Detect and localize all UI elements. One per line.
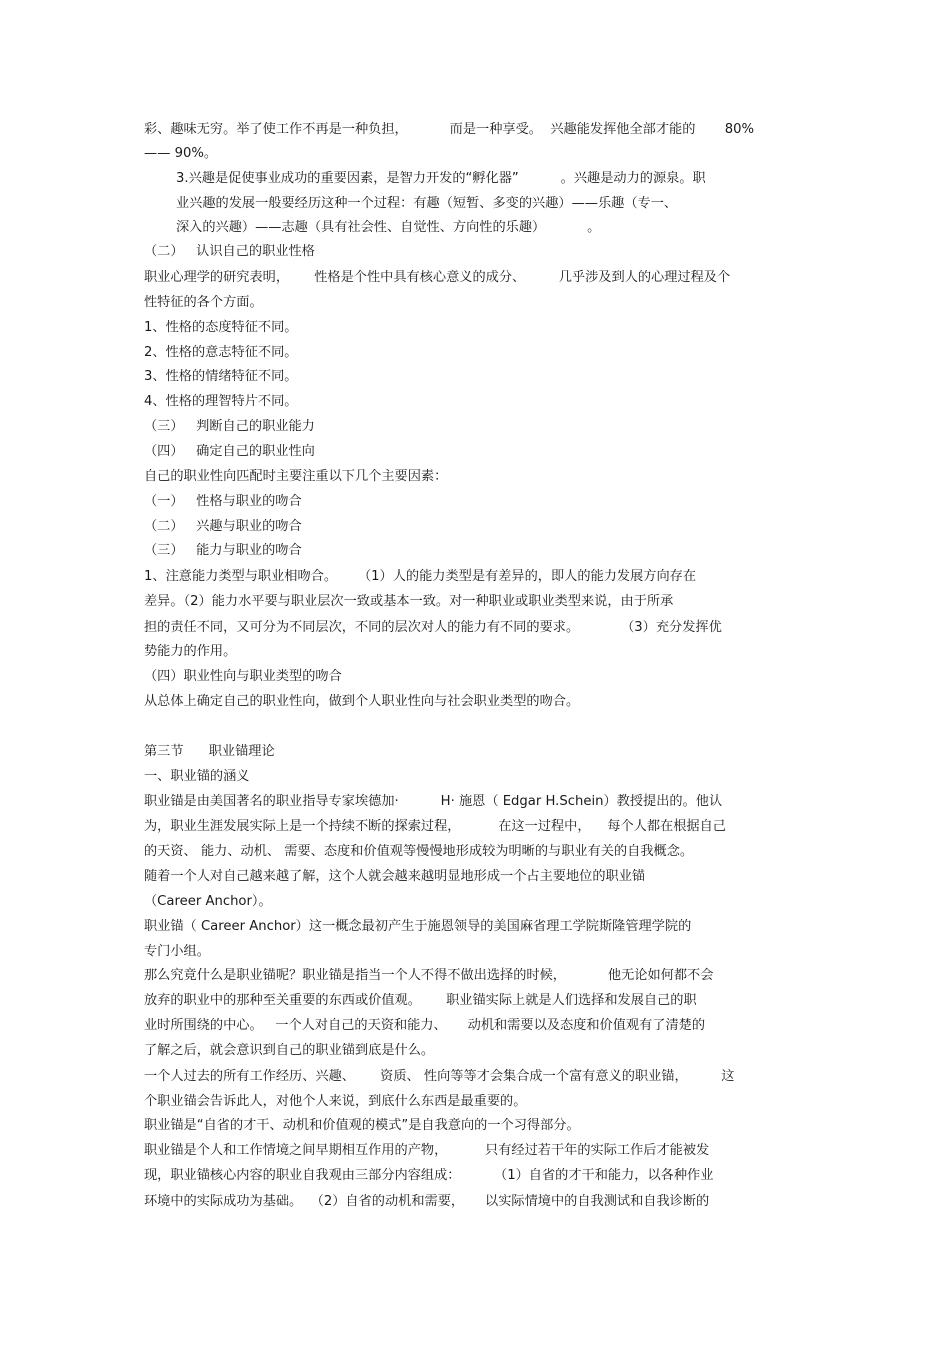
text-line: 为，职业生涯发展实际上是一个持续不断的探索过程， 在这一过程中， 每个人都在根据自己	[144, 819, 726, 834]
text-line: 业兴趣的发展一般要经历这种一个过程：有趣（短暂、多变的兴趣）——乐趣（专一、	[176, 196, 678, 211]
text-line: 性特征的各个方面。	[144, 295, 263, 310]
section-heading: （三） 判断自己的职业能力	[144, 419, 315, 434]
section-heading: （四）职业性向与职业类型的吻合	[144, 669, 342, 684]
text-line: 从总体上确定自己的职业性向，做到个人职业性向与社会职业类型的吻合。	[144, 694, 580, 709]
list-item: 3、性格的情绪特征不同。	[144, 369, 298, 384]
text-line: 环境中的实际成功为基础。 （2）自省的动机和需要， 以实际情境中的自我测试和自我诊断的	[144, 1194, 710, 1209]
text-line: 的天资、 能力、动机、 需要、态度和价值观等慢慢地形成较为明晰的与职业有关的自我概念。	[144, 844, 694, 859]
text-line: 职业锚是个人和工作情境之间早期相互作用的产物， 只有经过若干年的实际工作后才能被发	[144, 1143, 710, 1158]
list-item: （一） 性格与职业的吻合	[144, 494, 302, 509]
list-item: 2、性格的意志特征不同。	[144, 345, 298, 360]
text-line: 差异。（2）能力水平要与职业层次一致或基本一致。对一种职业或职业类型来说，由于所承	[144, 594, 674, 609]
list-item: 1、性格的态度特征不同。	[144, 320, 298, 335]
chapter-heading: 第三节 职业锚理论	[144, 744, 275, 759]
section-heading: （二） 认识自己的职业性格	[144, 244, 315, 259]
list-item: （二） 兴趣与职业的吻合	[144, 519, 302, 534]
text-line: 职业锚是由美国著名的职业指导专家埃德加· H· 施恩（ Edgar H.Schein）教授提出的。他认	[144, 794, 723, 809]
list-item: （三） 能力与职业的吻合	[144, 543, 302, 558]
list-item: 4、性格的理智特片不同。	[144, 394, 298, 409]
text-line: 职业锚（ Career Anchor）这一概念最初产生于施恩领导的美国麻省理工学院斯隆管理学院的	[144, 919, 692, 934]
text-line: 深入的兴趣）——志趣（具有社会性、自觉性、方向性的乐趣） 。	[176, 220, 601, 235]
text-line: —— 90%。	[144, 146, 218, 161]
text-line: 业时所围绕的中心。 一个人对自己的天资和能力、 动机和需要以及态度和价值观有了清楚的	[144, 1018, 706, 1033]
text-line: 自己的职业性向匹配时主要注重以下几个主要因素：	[144, 469, 448, 484]
text-line: （Career Anchor）。	[144, 894, 272, 909]
text-line: 随着一个人对自己越来越了解，这个人就会越来越明显地形成一个占主要地位的职业锚	[144, 869, 646, 884]
section-heading: （四） 确定自己的职业性向	[144, 444, 315, 459]
text-line: 现，职业锚核心内容的职业自我观由三部分内容组成： （1）自省的才干和能力，以各种作业	[144, 1168, 714, 1183]
text-line: 势能力的作用。	[144, 644, 237, 659]
section-heading: 一、职业锚的涵义	[144, 769, 250, 784]
text-line: 彩、趣味无穷。举了使工作不再是一种负担， 而是一种享受。 兴趣能发挥他全部才能的 80%	[144, 122, 755, 137]
text-line: 了解之后，就会意识到自己的职业锚到底是什么。	[144, 1043, 435, 1058]
text-line: 职业锚是“自省的才干、动机和价值观的模式”是自我意向的一个习得部分。	[144, 1118, 580, 1133]
text-line: 3.兴趣是促使事业成功的重要因素，是智力开发的“孵化器” 。兴趣是动力的源泉。职	[176, 171, 706, 186]
text-line: 担的责任不同，又可分为不同层次，不同的层次对人的能力有不同的要求。 （3）充分发挥优	[144, 620, 722, 635]
text-line: 个职业锚会告诉此人，对他个人来说，到底什么东西是最重要的。	[144, 1094, 527, 1109]
text-line: 那么究竟什么是职业锚呢？职业锚是指当一个人不得不做出选择的时候， 他无论如何都不会	[144, 968, 714, 983]
text-line: 职业心理学的研究表明， 性格是个性中具有核心意义的成分、 几乎涉及到人的心理过程及个	[144, 270, 731, 285]
text-line: 一个人过去的所有工作经历、兴趣、 资质、 性向等等才会集合成一个富有意义的职业锚， 这	[144, 1069, 735, 1084]
text-line: 1、注意能力类型与职业相吻合。 （1）人的能力类型是有差异的，即人的能力发展方向存在	[144, 569, 697, 584]
text-line: 放弃的职业中的那种至关重要的东西或价值观。 职业锚实际上就是人们选择和发展自己的职	[144, 993, 697, 1008]
text-line: 专门小组。	[144, 944, 210, 959]
